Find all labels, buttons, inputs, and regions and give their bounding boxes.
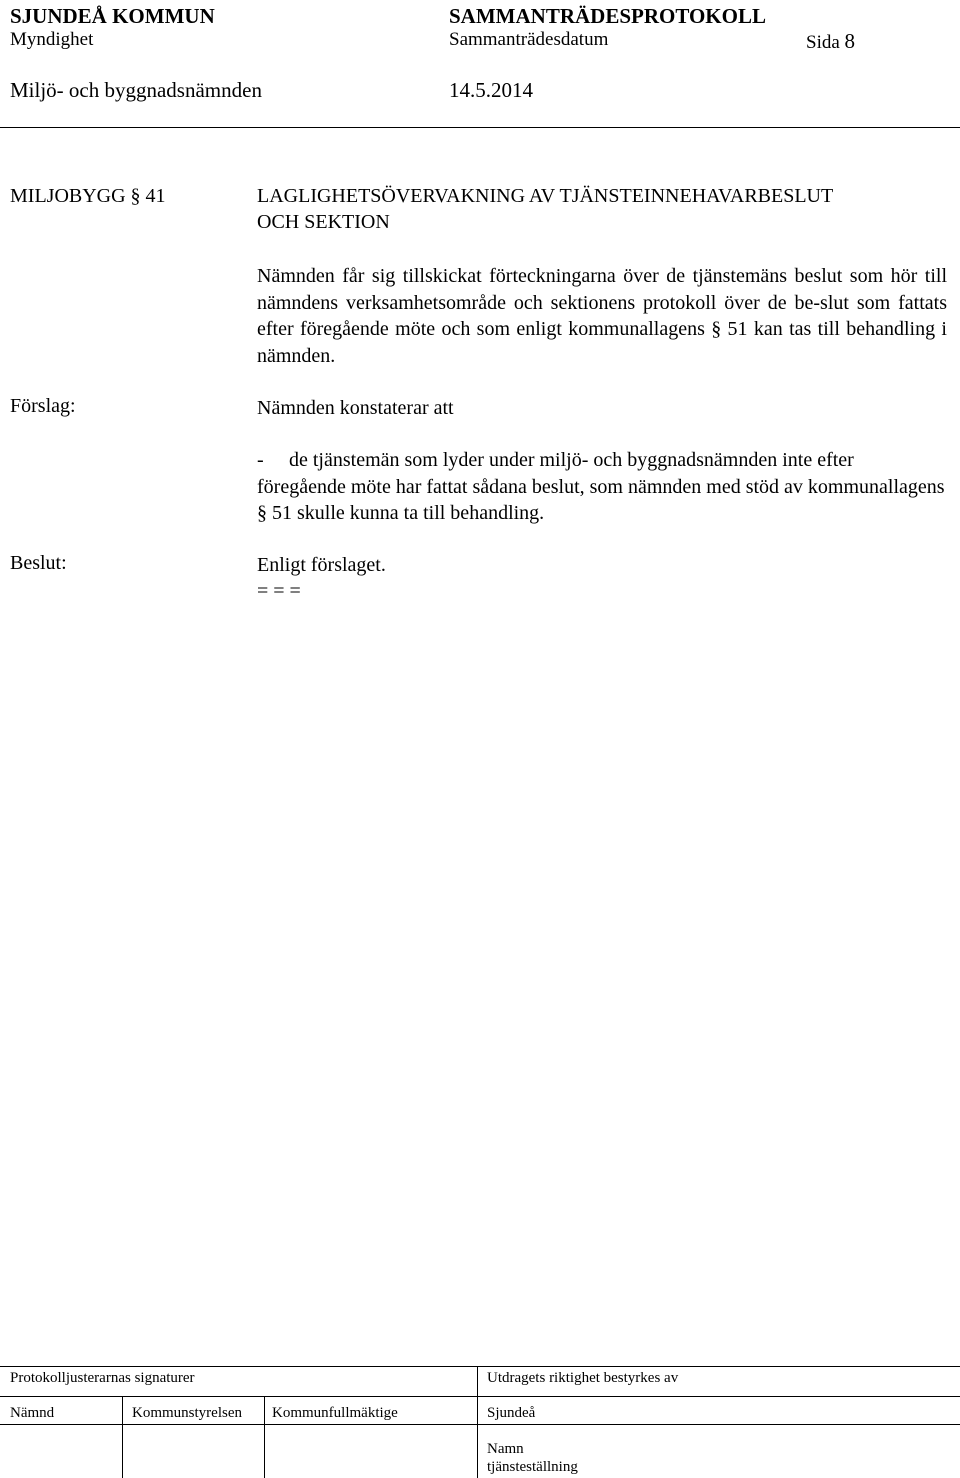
organization-name: SJUNDEÅ KOMMUN bbox=[10, 4, 215, 28]
footer-lower-rule bbox=[0, 1424, 960, 1425]
signature-divider-2 bbox=[264, 1396, 265, 1478]
end-mark: = = = bbox=[257, 580, 301, 602]
signature-column-kommunstyrelsen: Kommunstyrelsen bbox=[132, 1405, 242, 1421]
signatures-label: Protokolljusterarnas signaturer bbox=[10, 1370, 195, 1386]
proposal-label: Förslag: bbox=[10, 395, 76, 417]
section-title-line2: OCH SEKTION bbox=[257, 211, 390, 233]
certification-label: Utdragets riktighet bestyrkes av bbox=[487, 1370, 679, 1386]
footer-middle-rule bbox=[0, 1396, 960, 1397]
header-divider bbox=[0, 127, 960, 128]
page-indicator bbox=[806, 29, 855, 54]
meeting-date-label: Sammanträdesdatum bbox=[449, 29, 609, 50]
proposal-text: Nämnden konstaterar att bbox=[257, 397, 454, 419]
meeting-date: 14.5.2014 bbox=[449, 78, 533, 102]
bullet-text: de tjänstemän som lyder under miljö- och byggnadsnämnden inte efter föregående möte har fattat sådana beslut, som nämnden med stöd av kommunallagens § 51 skulle kunna ta till behandling. bbox=[257, 449, 945, 524]
certification-place: Sjundeå bbox=[487, 1405, 536, 1421]
page-label: Sida bbox=[806, 32, 840, 53]
intro-paragraph bbox=[257, 263, 947, 369]
bullet-dash: - bbox=[257, 449, 264, 471]
certifier-position-label: tjänsteställning bbox=[487, 1459, 578, 1475]
bullet-paragraph bbox=[257, 447, 947, 527]
signature-column-namnd: Nämnd bbox=[10, 1405, 55, 1421]
signature-column-kommunfullmaktige: Kommunfullmäktige bbox=[272, 1405, 398, 1421]
authority-name: Miljö- och byggnadsnämnden bbox=[10, 78, 262, 102]
certifier-name-label: Namn bbox=[487, 1441, 524, 1457]
section-title-line1: LAGLIGHETSÖVERVAKNING AV TJÄNSTEINNEHAVARBESLUT bbox=[257, 185, 834, 207]
document-type: SAMMANTRÄDESPROTOKOLL bbox=[449, 4, 766, 28]
decision-label: Beslut: bbox=[10, 552, 67, 574]
footer-top-rule bbox=[0, 1366, 960, 1367]
signature-divider-3 bbox=[477, 1366, 478, 1478]
intro-text: Nämnden får sig tillskickat förteckningarna över de tjänstemäns beslut som hör till nämndens verksamhetsområde och sektionens protokoll över de be-slut som fattats efter föregående möte och som enligt kommunallagens § 51 kan tas till behandling i nämnden. bbox=[257, 265, 947, 367]
authority-label: Myndighet bbox=[10, 29, 94, 50]
section-code: MILJOBYGG § 41 bbox=[10, 185, 166, 207]
decision-text: Enligt förslaget. bbox=[257, 554, 386, 576]
page-number: 8 bbox=[844, 29, 856, 53]
signature-divider-1 bbox=[122, 1396, 123, 1478]
